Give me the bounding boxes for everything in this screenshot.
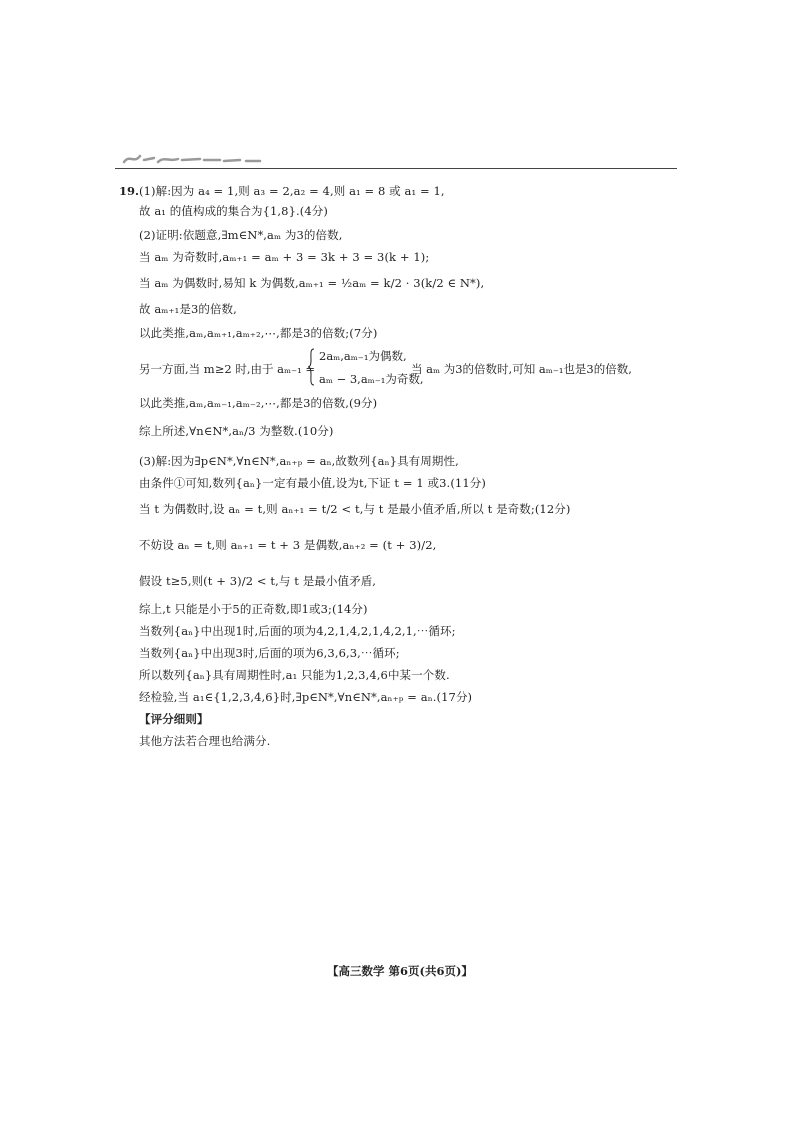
page-footer: 【高三数学 第6页(共6页)】 [327, 964, 473, 978]
solution-line-9: 综上所述,∀n∈N*,aₙ/3 为整数.(10分) [139, 424, 334, 438]
grading-note: 其他方法若合理也给满分. [139, 734, 271, 748]
brace-case-odd: aₘ − 3,aₘ₋₁为奇数, [319, 372, 424, 386]
solution-line-6: 故 aₘ₊₁是3的倍数, [139, 302, 237, 316]
solution-line-15: 综上,t 只能是小于5的正奇数,即1或3;(14分) [139, 602, 368, 616]
brace-prefix: 另一方面,当 m≥2 时,由于 aₘ₋₁ = [139, 362, 316, 376]
brace-suffix: 当 aₘ 为3的倍数时,可知 aₘ₋₁也是3的倍数, [411, 362, 632, 376]
solution-line-12: 当 t 为偶数时,设 aₙ = t,则 aₙ₊₁ = t/2 < t,与 t 是最小值矛盾,所以 t 是奇数;(12分) [139, 502, 571, 516]
solution-line-19: 经检验,当 a₁∈{1,2,3,4,6}时,∃p∈N*,∀n∈N*,aₙ₊ₚ = aₙ.(17分) [139, 690, 473, 704]
problem-number: 19. [119, 184, 140, 198]
solution-line-7: 以此类推,aₘ,aₘ₊₁,aₘ₊₂,⋯,都是3的倍数;(7分) [139, 326, 378, 340]
solution-line-18: 所以数列{aₙ}具有周期性时,a₁ 只能为1,2,3,4,6中某一个数. [139, 668, 450, 682]
solution-line-14: 假设 t≥5,则(t + 3)/2 < t,与 t 是最小值矛盾, [139, 574, 377, 588]
solution-line-17: 当数列{aₙ}中出现3时,后面的项为6,3,6,3,⋯循环; [139, 646, 400, 660]
solution-line-16: 当数列{aₙ}中出现1时,后面的项为4,2,1,4,2,1,4,2,1,⋯循环; [139, 624, 456, 638]
header-rule [115, 168, 677, 169]
solution-line-11: 由条件①可知,数列{aₙ}一定有最小值,设为t,下证 t = 1 或3.(11分) [139, 476, 486, 490]
solution-line-3: (2)证明:依题意,∃m∈N*,aₘ 为3的倍数, [139, 228, 343, 242]
header-scribble [120, 150, 270, 166]
left-brace [307, 348, 315, 386]
solution-line-10: (3)解:因为∃p∈N*,∀n∈N*,aₙ₊ₚ = aₙ,故数列{aₙ}具有周期性, [139, 454, 459, 468]
solution-line-2: 故 a₁ 的值构成的集合为{1,8}.(4分) [139, 204, 328, 218]
solution-line-1: (1)解:因为 a₄ = 1,则 a₃ = 2,a₂ = 4,则 a₁ = 8 或 a₁ = 1, [139, 184, 445, 198]
solution-line-8: 以此类推,aₘ,aₘ₋₁,aₘ₋₂,⋯,都是3的倍数,(9分) [139, 396, 378, 410]
solution-line-4: 当 aₘ 为奇数时,aₘ₊₁ = aₘ + 3 = 3k + 3 = 3(k + 1); [139, 250, 430, 264]
solution-line-5: 当 aₘ 为偶数时,易知 k 为偶数,aₘ₊₁ = ½aₘ = k/2 · 3(k/2 ∈ N*), [139, 276, 485, 290]
grading-heading: 【评分细则】 [139, 712, 209, 726]
brace-case-even: 2aₘ,aₘ₋₁为偶数, [319, 349, 407, 363]
solution-line-13: 不妨设 aₙ = t,则 aₙ₊₁ = t + 3 是偶数,aₙ₊₂ = (t + 3)/2, [139, 538, 437, 552]
